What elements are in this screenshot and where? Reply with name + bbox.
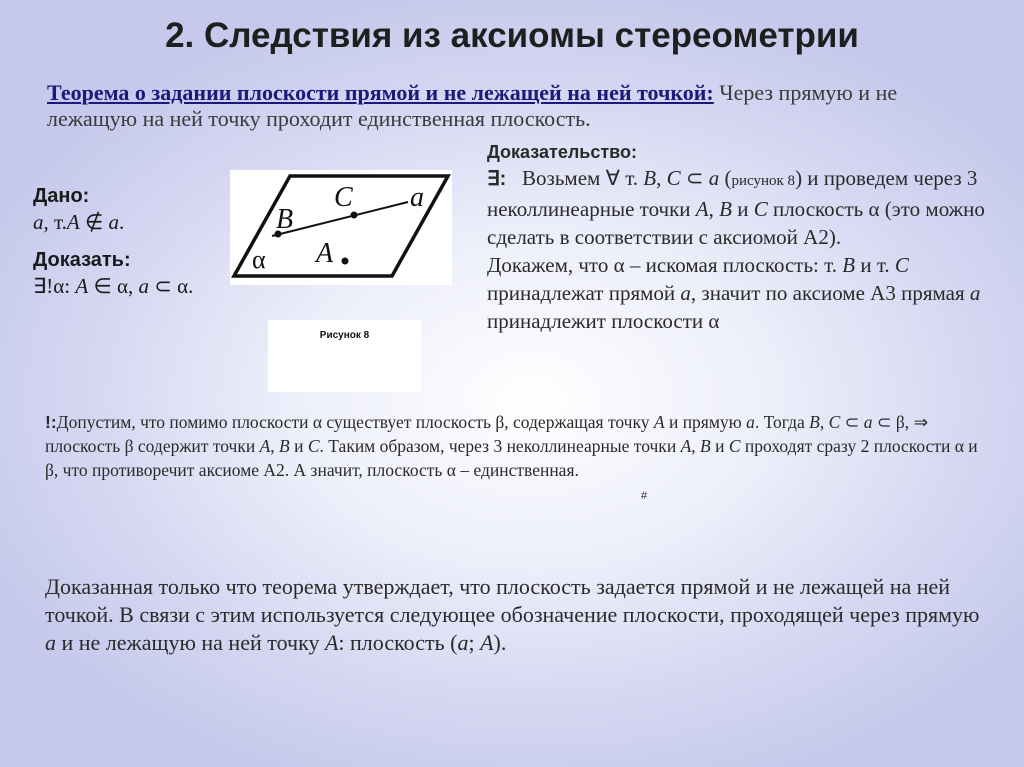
given-block xyxy=(33,183,243,299)
figure-caption: Рисунок 8 xyxy=(319,330,370,341)
proof-block xyxy=(487,140,987,335)
given-label: Дано: xyxy=(33,185,90,207)
proof-text: ∃: Возьмем ∀ т. B, C ⊂ a (рисунок 8) и проведем через 3 неколлинеарные точки A, B и C плоскость α (это можно сделать в соответствии с аксиомой А2). xyxy=(487,166,985,249)
theorem-text: Через прямую и не лежащую на ней точку проходит единственная плоскость. xyxy=(47,80,898,131)
uniqueness-block: !:Допустим, что помимо плоскости α существует плоскость β, содержащая точку A и прямую a. Тогда B, C ⊂ a ⊂ β, ⇒ плоскость β содержит точки A, B и C. Таким образом, через 3 неколлинеарные точки A, B и C проходят сразу 2 плоскости α и β, что противоречит аксиоме А2. А значит, плоскость α – единственная. xyxy=(45,412,978,480)
conclusion-block: Доказанная только что теорема утверждает, что плоскость задается прямой и не лежащей на ней точкой. В связи с этим используется следующее обозначение плоскости, проходящей через прямую a и не лежащую на ней точку A: плоскость (a; A). xyxy=(45,574,980,655)
label-A: A xyxy=(316,238,334,269)
proof-text-2: Докажем, что α – искомая плоскость: т. B и т. C принадлежат прямой a, значит по аксиоме А3 прямая a принадлежит плоскости α xyxy=(487,253,981,333)
figure-caption-box xyxy=(268,320,421,392)
prove-statement: ∃!α: A ∈ α, a ⊂ α. xyxy=(33,274,194,298)
slide-title: 2. Следствия из аксиомы стереометрии xyxy=(165,16,859,55)
end-of-proof-mark: # xyxy=(641,490,648,502)
label-a: a xyxy=(410,182,424,213)
given-statement: a, т.A ∉ a. xyxy=(33,210,125,234)
label-C: C xyxy=(334,182,353,213)
prove-label: Доказать: xyxy=(33,249,131,271)
label-alpha: α xyxy=(252,245,266,274)
theorem-name: Теорема о задании плоскости прямой и не лежащей на ней точкой: xyxy=(47,80,714,105)
plane-figure xyxy=(230,170,452,285)
point-A xyxy=(342,258,349,265)
plane-diagram xyxy=(230,170,452,285)
theorem-statement xyxy=(47,80,947,132)
label-B: B xyxy=(276,204,294,235)
proof-heading: Доказательство: xyxy=(487,142,637,162)
